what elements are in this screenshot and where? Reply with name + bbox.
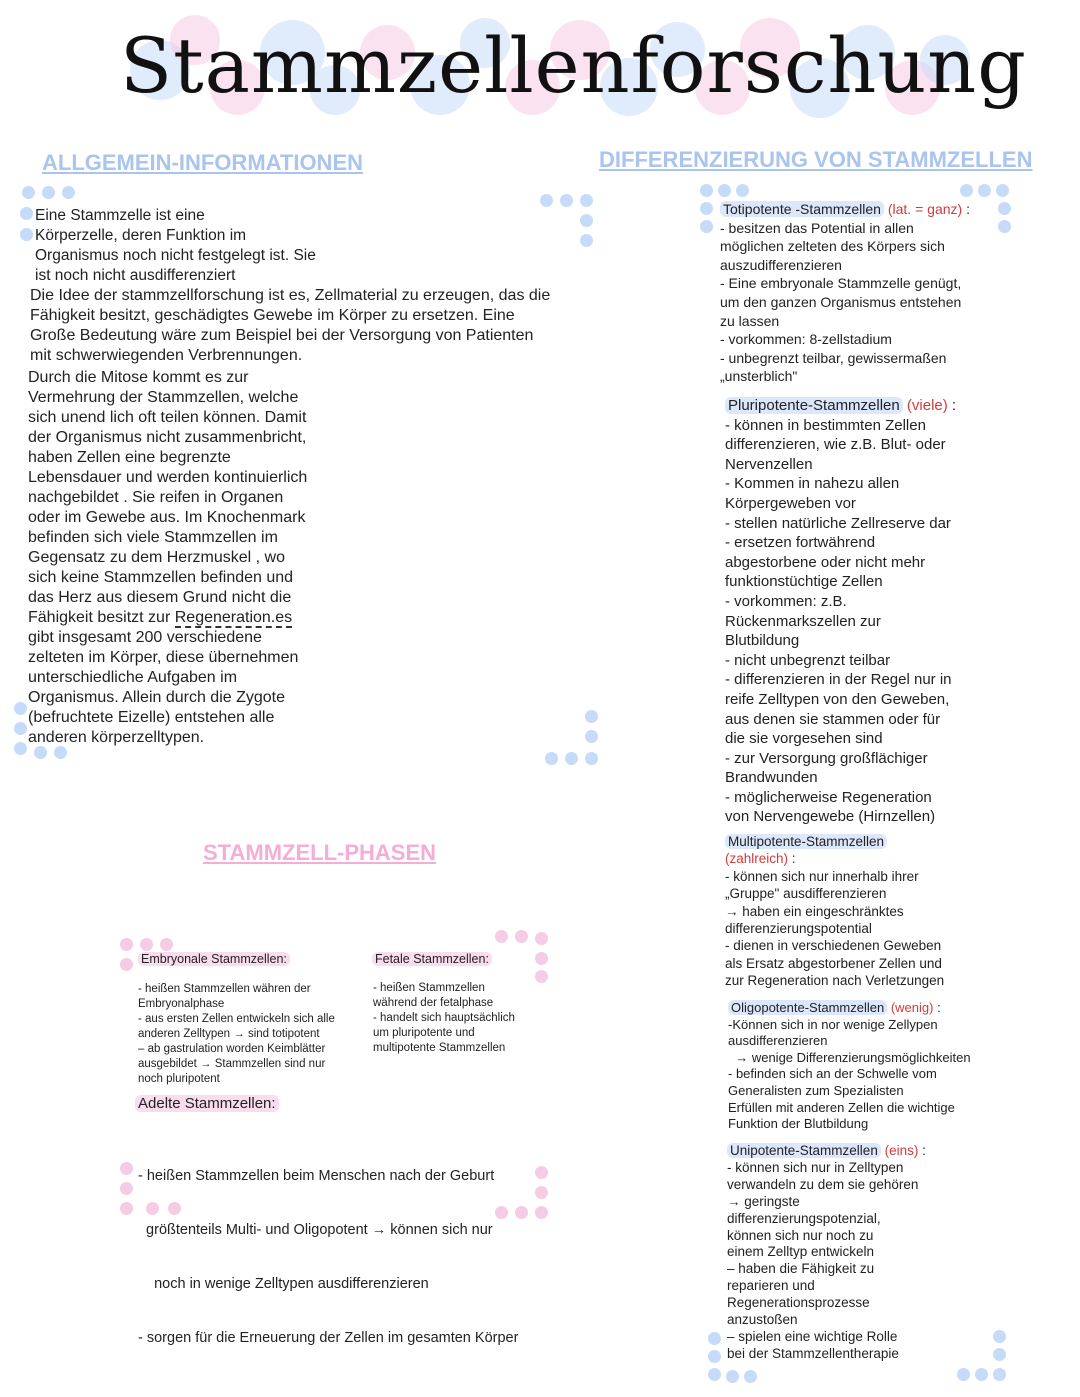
text-line: - ersetzen fortwährend [725,534,876,552]
text-line: einem Zelltyp entwickeln [727,1244,875,1260]
text-line [28,608,307,628]
pluri-note: (viele) [906,397,948,414]
text-line: noch in wenige Zelltypen ausdifferenzieren [138,1276,429,1292]
text-line: → haben ein eingeschränktes [725,903,904,919]
text-line: oder im Gewebe aus. Im Knochenmark [28,509,306,526]
text-line: differenzierungspotenzial, [727,1210,881,1226]
oligo-note: (wenig) [890,1000,934,1015]
uni-heading [727,1143,926,1160]
allgemein-idee [30,286,550,366]
text-line: reife Zelltypen von den Geweben, [725,690,950,708]
text-line: - können sich nur innerhalb ihrer [725,868,919,884]
pluri-section [725,396,956,827]
text-line: zu lassen [720,312,780,329]
text-line: ausdifferenzieren [728,1033,828,1049]
text-line: anderen Zelltypen → sind totipotent [138,1028,320,1040]
allgemein-mitose [28,368,307,748]
text-line: - können sich nur in Zelltypen [727,1159,904,1175]
text-line: verwandeln zu dem sie gehören [727,1176,919,1192]
text-line: - vorkommen: 8-zellstadium [720,331,892,348]
pluri-heading [725,396,956,416]
toti-heading [720,200,970,219]
text-line: Körperzelle, deren Funktion im [35,227,247,244]
text-line: anzustoßen [727,1312,798,1328]
text-line: - besitzen das Potential in allen [720,219,914,236]
heading-allgemein: ALLGEMEIN-INFORMATIONEN [42,150,364,175]
title-banner [120,10,1027,125]
text-line: - heißen Stammzellen [373,982,485,994]
fetal-text [373,981,515,1056]
text-line: auszudifferenzieren [720,256,842,273]
text-line: Fähigkeit besitzt, geschädigtes Gewebe im Körper zu ersetzen. Eine [30,307,515,324]
adult-label-text: Adelte Stammzellen: [135,1095,279,1112]
multi-name: Multipotente-Stammzellen [725,834,887,849]
uni-suffix: : [918,1143,926,1158]
text-line: - unbegrenzt teilbar, gewissermaßen [720,349,947,366]
text-line: – haben die Fähigkeit zu [727,1261,875,1277]
text-line: → wenige Differenzierungsmöglichkeiten [728,1049,971,1065]
text-line: während der fetalphase [373,997,494,1009]
underlined-word: Regeneration.es [174,609,293,626]
multi-suffix: : [788,851,796,867]
heading-differenzierung: DIFFERENZIERUNG VON STAMMZELLEN [599,147,1033,172]
pluri-name: Pluripotente-Stammzellen [725,397,903,414]
uni-note: (eins) [884,1143,919,1158]
text-line: von Nervengewebe (Hirnzellen) [725,808,936,826]
text-line: befinden sich viele Stammzellen im [28,529,278,546]
text-line: Organismus noch nicht festgelegt ist. Sie [35,247,316,264]
text-line: Generalisten zum Spezialisten [728,1082,904,1098]
text-line: - können in bestimmten Zellen [725,416,926,434]
text-line: reparieren und [727,1278,815,1294]
text-line: - vorkommen: z.B. [725,592,847,610]
text-line: Blutbildung [725,632,800,650]
text-line: → geringste [727,1193,800,1209]
text-line: Körpergeweben vor [725,494,856,512]
toti-note: (lat. = ganz) [887,201,963,217]
text-line: - möglicherweise Regeneration [725,788,932,806]
multi-note: (zahlreich) [725,851,789,867]
text-line: zur Regeneration nach Verletzungen [725,973,945,989]
text-line: Die Idee der stammzellforschung ist es, Zellmaterial zu erzeugen, das die [30,287,551,304]
text-line: sich unend lich oft teilen können. Damit [28,409,307,426]
text-line: – spielen eine wichtige Rolle [727,1328,898,1344]
text-line: größtenteils Multi- und Oligopotent → können sich nur [138,1222,493,1238]
page-title: Stammzellenforschung [120,21,1027,110]
text-line: - heißen Stammzellen beim Menschen nach der Geburt [138,1168,495,1184]
text-line: ist noch nicht ausdifferenziert [35,267,236,284]
text-line: unterschiedliche Aufgaben im [28,669,238,686]
uni-name: Unipotente-Stammzellen [727,1143,881,1158]
text-line: - stellen natürliche Zellreserve dar [725,514,951,532]
text-line: differenzierungspotential [725,921,872,937]
text-line: funktionstüchtige Zellen [725,573,883,591]
text-line: Eine Stammzelle ist eine [35,207,205,224]
multi-heading-name [725,833,944,850]
toti-suffix: : [962,201,970,217]
text-line: zelteten im Körper, diese übernehmen [28,649,299,666]
text-line: als Ersatz abgestorbener Zellen und [725,955,942,971]
text-line: Erfüllen mit anderen Zellen die wichtige [728,1099,955,1115]
text-line: - handelt sich hauptsächlich [373,1012,515,1024]
text-line: anderen körperzelltypen. [28,729,205,746]
text-line: die sie vorgesehen sind [725,730,883,748]
fetal-label [372,950,492,969]
embryonal-label-text: Embryonale Stammzellen: [138,952,290,966]
text-line: - zur Versorgung großflächiger [725,749,928,767]
text-line: abgestorbene oder nicht mehr [725,553,926,571]
text-line: - Eine embryonale Stammzelle genügt, [720,275,962,292]
text-line: mit schwerwiegenden Verbrennungen. [30,347,303,364]
text-line: möglichen zelteten des Körpers sich [720,238,945,255]
text-line: nachgebildet . Sie reifen in Organen [28,489,284,506]
text-fragment: Fähigkeit besitzt zur [28,609,175,626]
text-line: sich keine Stammzellen befinden und [28,569,294,586]
text-line: -Können sich in nor wenige Zellypen [728,1016,938,1032]
fetal-label-text: Fetale Stammzellen: [372,952,492,966]
text-line: multipotente Stammzellen [373,1042,506,1054]
text-line: Brandwunden [725,769,818,787]
text-line: aus denen sie stammen oder für [725,710,941,728]
text-line: differenzieren, wie z.B. Blut- oder [725,436,946,454]
text-line: - aus ersten Zellen entwickeln sich alle [138,1013,335,1025]
text-line: – ab gastrulation worden Keimblätter [138,1043,326,1055]
text-line: Regenerationsprozesse [727,1295,870,1311]
text-line: Vermehrung der Stammzellen, welche [28,389,299,406]
oligo-name: Oligopotente-Stammzellen [728,1000,887,1015]
text-line: Durch die Mitose kommt es zur [28,369,249,386]
oligo-section [728,1000,971,1133]
text-line: noch pluripotent [138,1073,220,1085]
text-line: Rückenmarkszellen zur [725,612,881,630]
pluri-suffix: : [947,397,957,414]
multi-section [725,833,944,990]
text-line: - heißen Stammzellen währen der [138,983,311,995]
toti-section [720,200,970,386]
embryonal-label [138,950,290,969]
text-line: das Herz aus diesem Grund nicht die [28,589,292,606]
text-line: - dienen in verschiedenen Geweben [725,938,942,954]
embryonal-text [138,982,335,1087]
uni-section [727,1143,926,1363]
text-line: Embryonalphase [138,998,225,1010]
text-line: Funktion der Blutbildung [728,1116,869,1132]
text-line: - differenzieren in der Regel nur in [725,671,952,689]
text-line: - Kommen in nahezu allen [725,475,900,493]
text-line: „unsterblich" [720,368,798,385]
text-line: der Organismus nicht zusammenbricht, [28,429,307,446]
text-line: - befinden sich an der Schwelle vom [728,1066,937,1082]
multi-heading-note [725,850,944,867]
text-line: können sich nur noch zu [727,1227,874,1243]
adult-label [135,1094,279,1114]
text-line: (befruchtete Eizelle) entstehen alle [28,709,275,726]
text-line: Nervenzellen [725,455,813,473]
text-line: gibt insgesamt 200 verschiedene [28,629,262,646]
allgemein-intro [35,206,316,286]
text-line: Lebensdauer und werden kontinuierlich [28,469,308,486]
text-line: Organismus. Allein durch die Zygote [28,689,286,706]
text-line: bei der Stammzellentherapie [727,1345,899,1361]
adult-text [138,1131,518,1365]
text-line: Gegensatz zu dem Herzmuskel , wo [28,549,285,566]
text-line: um pluripotente und [373,1027,475,1039]
text-line: ausgebildet → Stammzellen sind nur [138,1058,326,1070]
oligo-heading [728,1000,971,1017]
text-line: - nicht unbegrenzt teilbar [725,651,891,669]
text-line: haben Zellen eine begrenzte [28,449,231,466]
text-line: - sorgen für die Erneuerung der Zellen im gesamten Körper [138,1330,519,1346]
text-line: um den ganzen Organismus entstehen [720,293,962,310]
text-line: „Gruppe" ausdifferenzieren [725,886,887,902]
toti-name: Totipotente -Stammzellen [720,201,884,217]
heading-phasen: STAMMZELL-PHASEN [203,840,437,865]
text-line: Große Bedeutung wäre zum Beispiel bei der Versorgung von Patienten [30,327,534,344]
oligo-suffix: : [933,1000,941,1015]
